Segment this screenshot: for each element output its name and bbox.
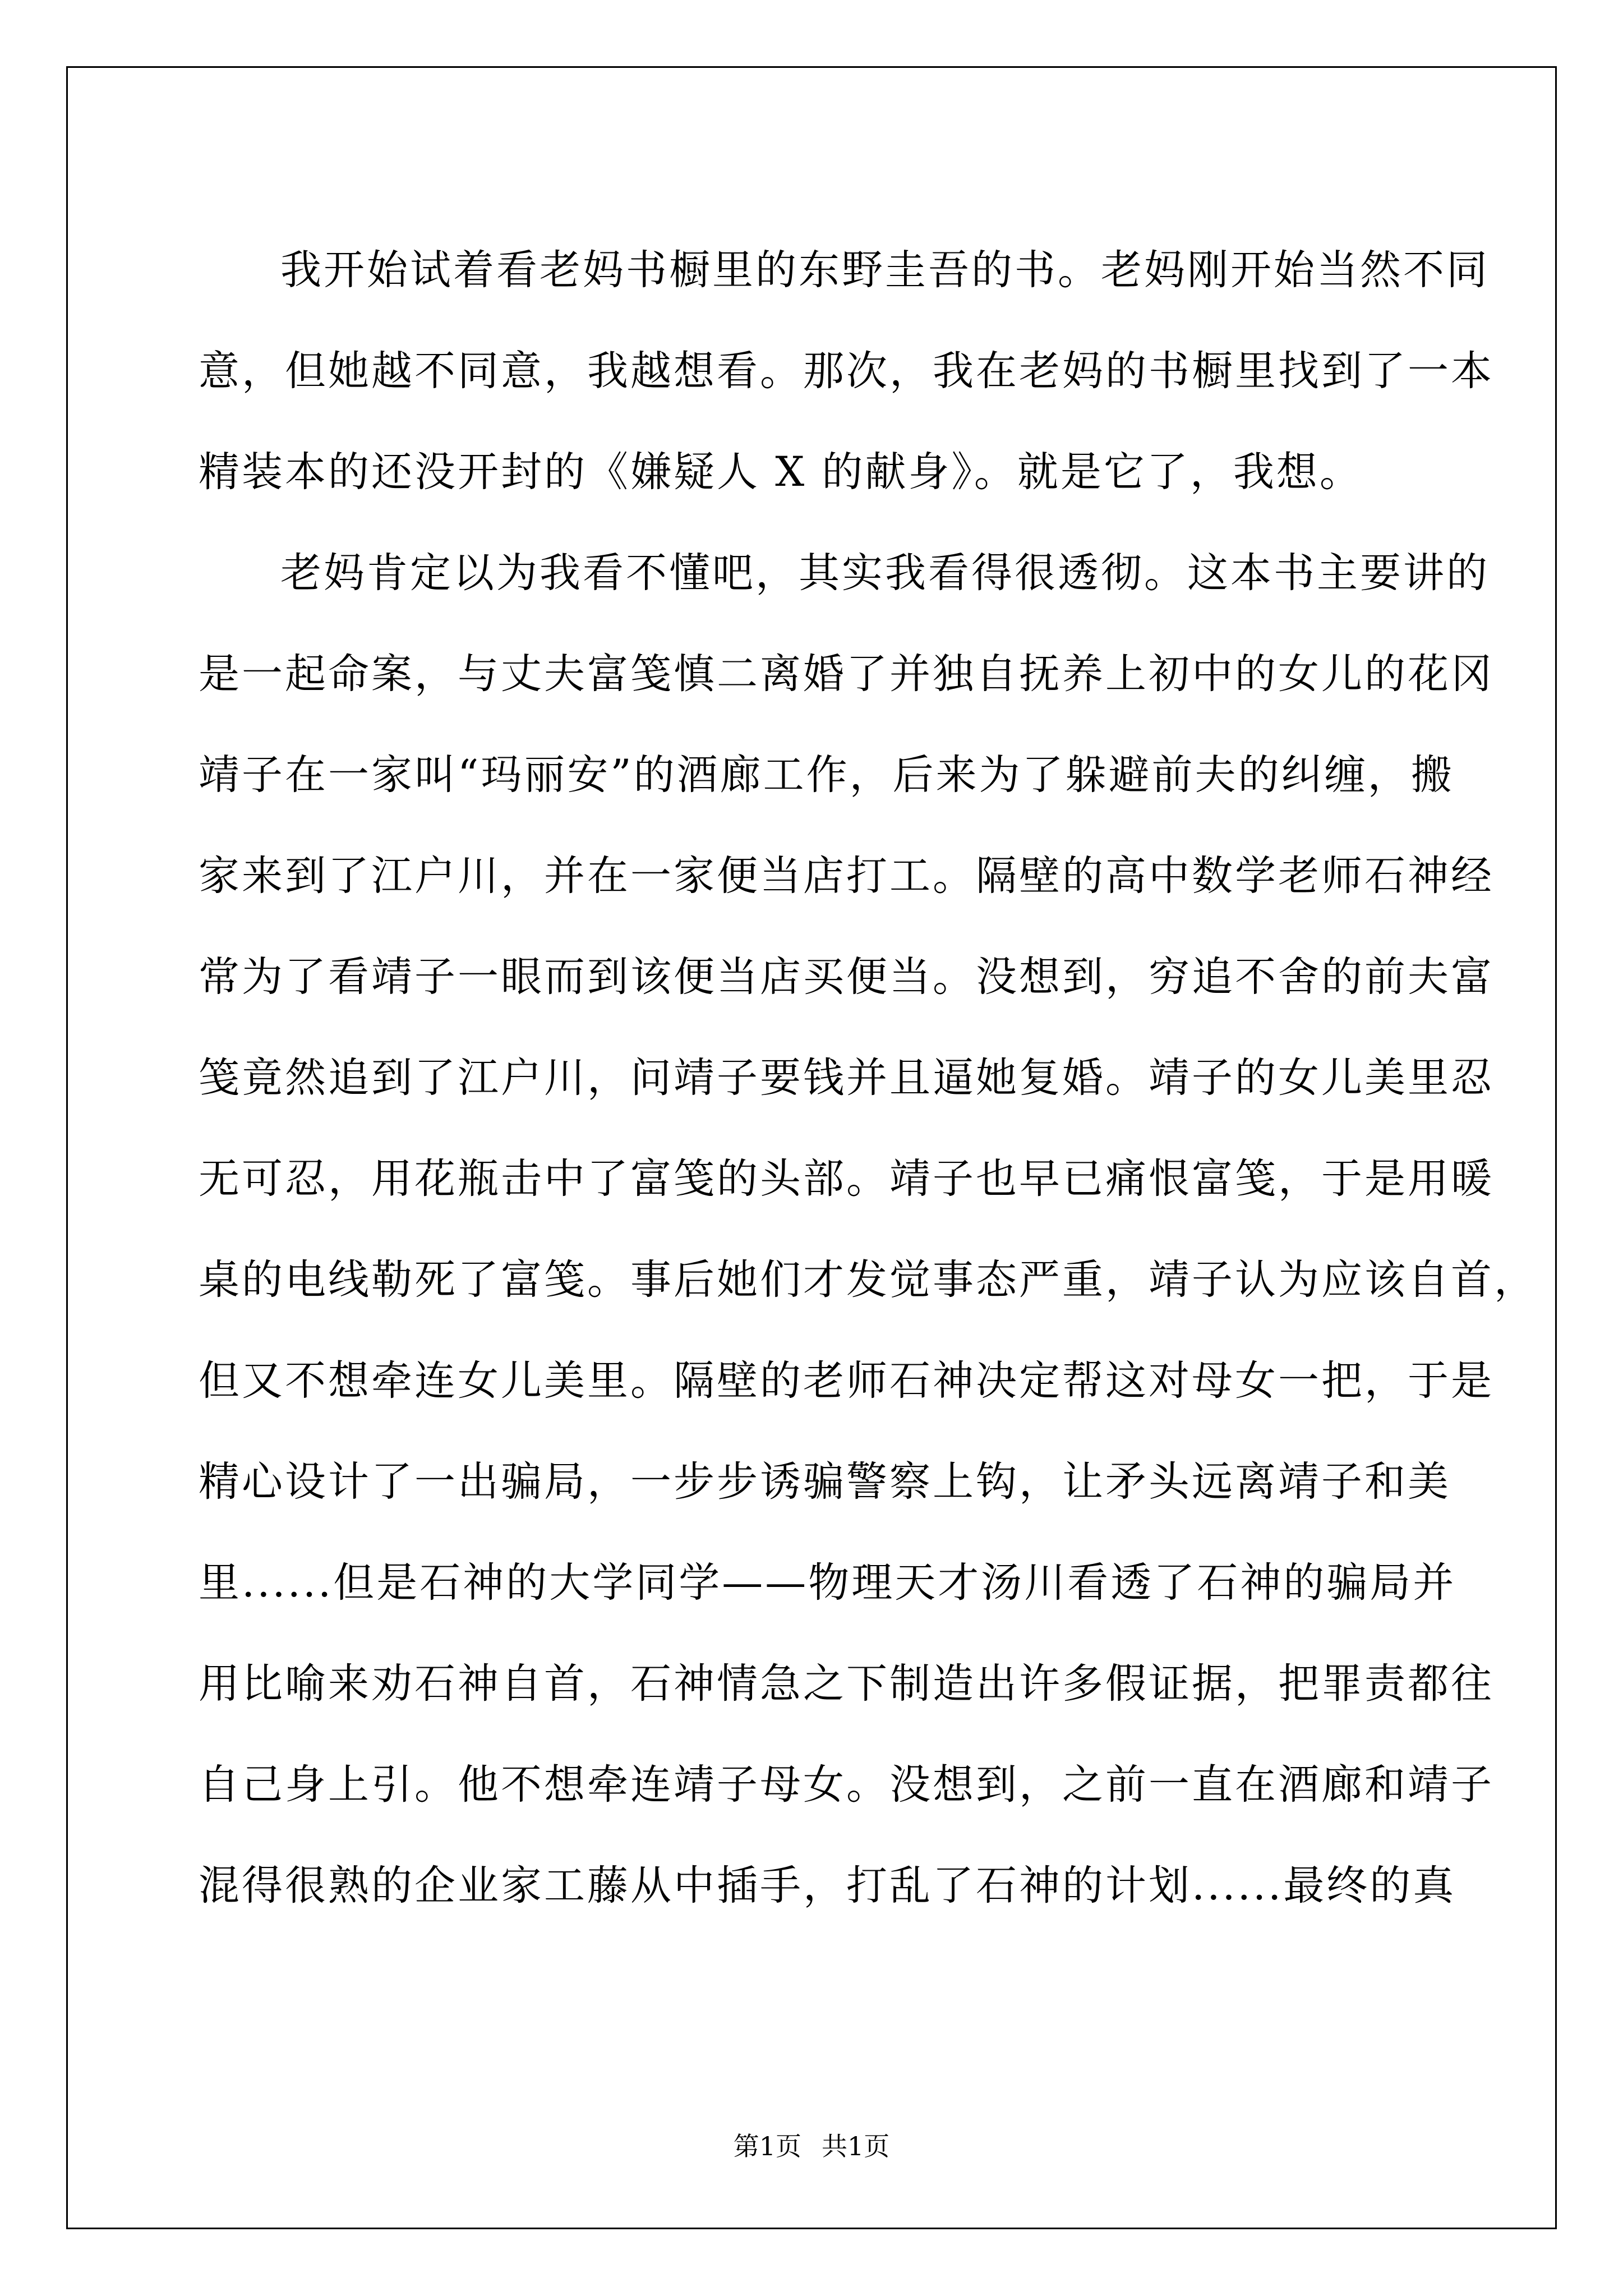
text-line: 意，但她越不同意，我越想看。那次，我在老妈的书橱里找到了一本 [199,347,1494,395]
page-number-total: 共1页 [822,2131,890,2161]
page-footer [0,2129,1623,2163]
text-line: 精装本的还没开封的《嫌疑人 X 的献身》。就是它了，我想。 [199,448,1363,496]
text-line: 自己身上引。他不想牵连靖子母女。没想到，之前一直在酒廊和靖子 [199,1761,1494,1809]
text-line: 桌的电线勒死了富笺。事后她们才发觉事态严重，靖子认为应该自首， [199,1256,1537,1304]
text-line: 我开始试着看老妈书橱里的东野圭吾的书。老妈刚开始当然不同 [280,246,1490,294]
text-line: 无可忍，用花瓶击中了富笺的头部。靖子也早已痛恨富笺，于是用暖 [199,1155,1494,1203]
text-line: 笺竟然追到了江户川，问靖子要钱并且逼她复婚。靖子的女儿美里忍 [199,1054,1494,1102]
text-line: 里......但是石神的大学同学——物理天才汤川看透了石神的骗局并 [199,1559,1456,1607]
text-line: 用比喻来劝石神自首，石神情急之下制造出许多假证据，把罪责都往 [199,1660,1494,1708]
text-line: 靖子在一家叫“玛丽安”的酒廊工作，后来为了躲避前夫的纠缠，搬 [199,751,1454,799]
text-line: 老妈肯定以为我看不懂吧，其实我看得很透彻。这本书主要讲的 [280,549,1490,597]
text-line: 混得很熟的企业家工藤从中插手，打乱了石神的计划......最终的真 [199,1862,1456,1910]
text-line: 精心设计了一出骗局，一步步诱骗警察上钩，让矛头远离靖子和美 [199,1458,1451,1506]
text-line: 是一起命案，与丈夫富笺慎二离婚了并独自抚养上初中的女儿的花冈 [199,650,1494,698]
text-line: 家来到了江户川，并在一家便当店打工。隔壁的高中数学老师石神经 [199,852,1494,900]
text-line: 常为了看靖子一眼而到该便当店买便当。没想到，穷追不舍的前夫富 [199,953,1494,1001]
text-line: 但又不想牵连女儿美里。隔壁的老师石神决定帮这对母女一把，于是 [199,1357,1494,1405]
page-number-current: 第1页 [733,2131,801,2161]
